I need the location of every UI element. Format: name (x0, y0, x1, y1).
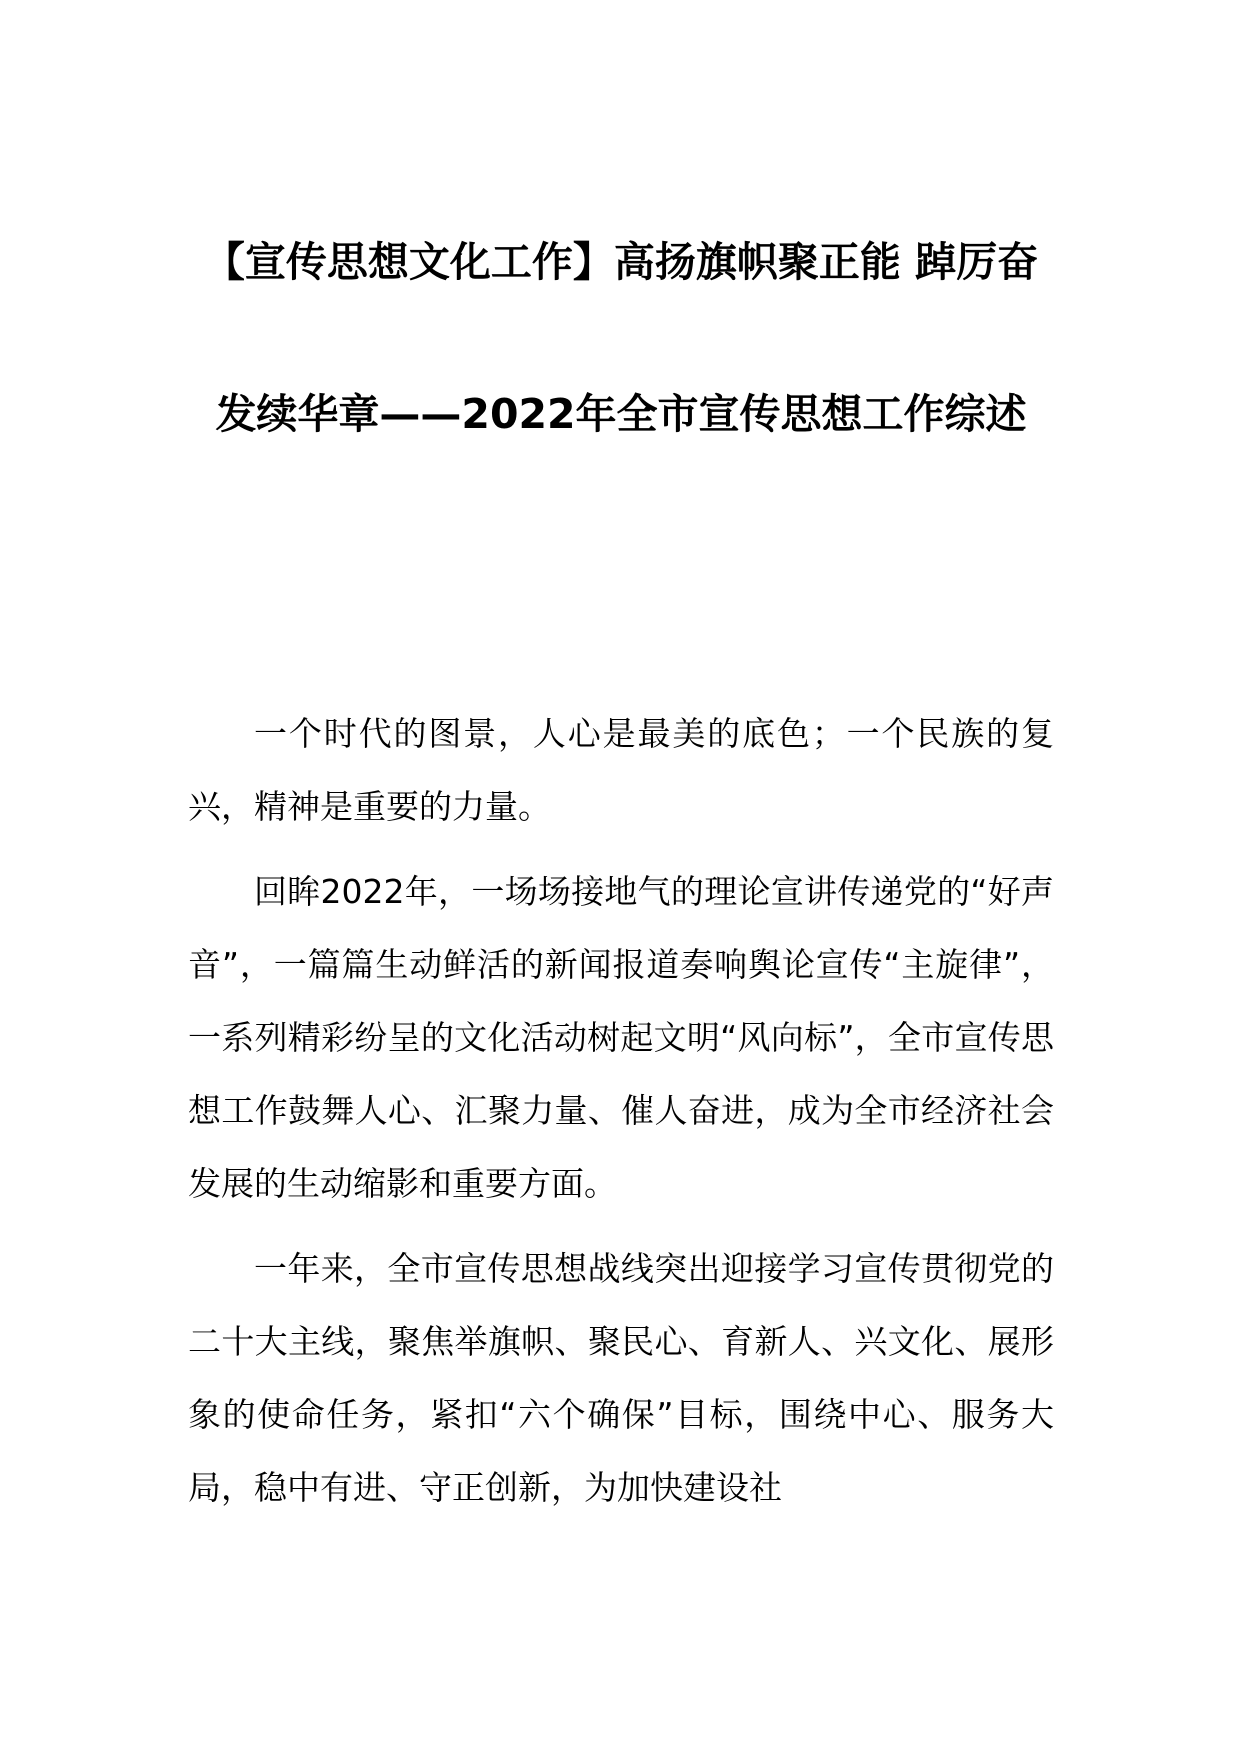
document-body (188, 697, 1054, 1536)
paragraph-3: 一年来，全市宣传思想战线突出迎接学习宣传贯彻党的二十大主线，聚焦举旗帜、聚民心、育新人、兴文化、展形象的使命任务，紧扣“六个确保”目标，围绕中心、服务大局，稳中有进、守正创新，为加快建设社 (188, 1249, 1054, 1507)
paragraph-1: 一个时代的图景，人心是最美的底色；一个民族的复兴，精神是重要的力量。 (188, 714, 1054, 826)
paragraph-2: 回眸2022年，一场场接地气的理论宣讲传递党的“好声音”，一篇篇生动鲜活的新闻报道奏响舆论宣传“主旋律”，一系列精彩纷呈的文化活动树起文明“风向标”，全市宣传思想工作鼓舞人心、汇聚力量、催人奋进，成为全市经济社会发展的生动缩影和重要方面。 (188, 872, 1054, 1203)
document-title: 【宣传思想文化工作】高扬旗帜聚正能 踔厉奋发续华章——2022年全市宣传思想工作综述 (203, 238, 1039, 438)
